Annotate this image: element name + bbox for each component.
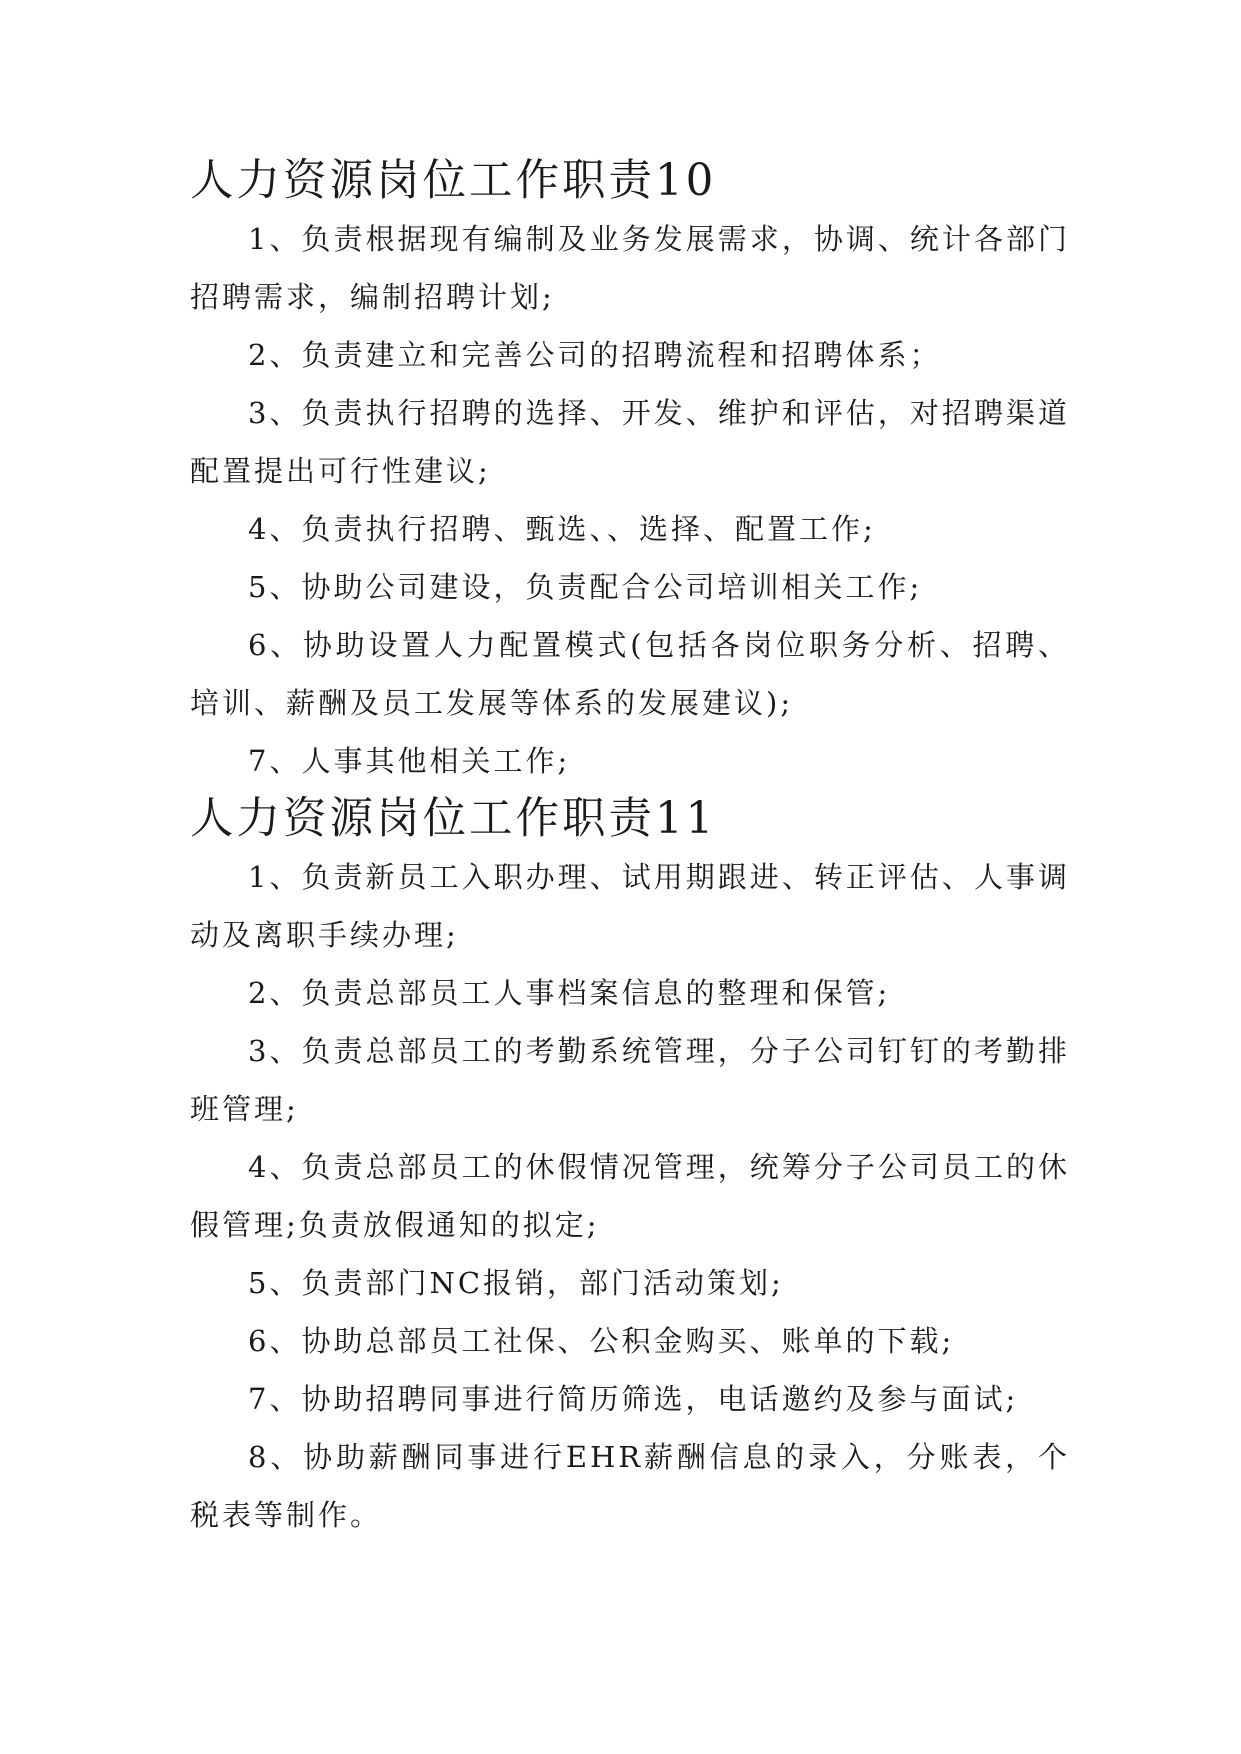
duty-item: 3、负责总部员工的考勤系统管理，分子公司钉钉的考勤排班管理;	[190, 1034, 1070, 1126]
duty-item: 7、人事其他相关工作;	[248, 744, 571, 778]
duty-item: 6、协助总部员工社保、公积金购买、账单的下载;	[248, 1324, 955, 1358]
section-10	[190, 152, 1070, 790]
section-title: 人力资源岗位工作职责10	[190, 156, 717, 206]
duty-item: 1、负责新员工入职办理、试用期跟进、转正评估、人事调动及离职手续办理;	[190, 860, 1070, 952]
duty-item: 2、负责总部员工人事档案信息的整理和保管;	[248, 976, 891, 1010]
document-body	[190, 152, 1070, 1544]
duty-item: 2、负责建立和完善公司的招聘流程和招聘体系；	[248, 338, 942, 372]
duty-item: 7、协助招聘同事进行简历筛选，电话邀约及参与面试;	[248, 1382, 1019, 1416]
duty-item: 4、负责总部员工的休假情况管理，统筹分子公司员工的休假管理;负责放假通知的拟定;	[190, 1150, 1070, 1242]
duty-item: 1、负责根据现有编制及业务发展需求，协调、统计各部门招聘需求，编制招聘计划;	[190, 222, 1070, 314]
section-11	[190, 790, 1070, 1544]
duty-item: 6、协助设置人力配置模式(包括各岗位职务分析、招聘、培训、薪酬及员工发展等体系的发展建议);	[190, 628, 1070, 720]
section-title: 人力资源岗位工作职责11	[190, 794, 717, 844]
duty-item: 3、负责执行招聘的选择、开发、维护和评估，对招聘渠道配置提出可行性建议;	[190, 396, 1070, 488]
duty-item: 8、协助薪酬同事进行EHR薪酬信息的录入，分账表，个税表等制作。	[190, 1440, 1070, 1532]
duty-item: 5、负责部门NC报销，部门活动策划;	[248, 1266, 784, 1300]
duty-item: 5、协助公司建设，负责配合公司培训相关工作;	[248, 570, 923, 604]
duty-item: 4、负责执行招聘、甄选、、选择、配置工作;	[248, 512, 876, 546]
